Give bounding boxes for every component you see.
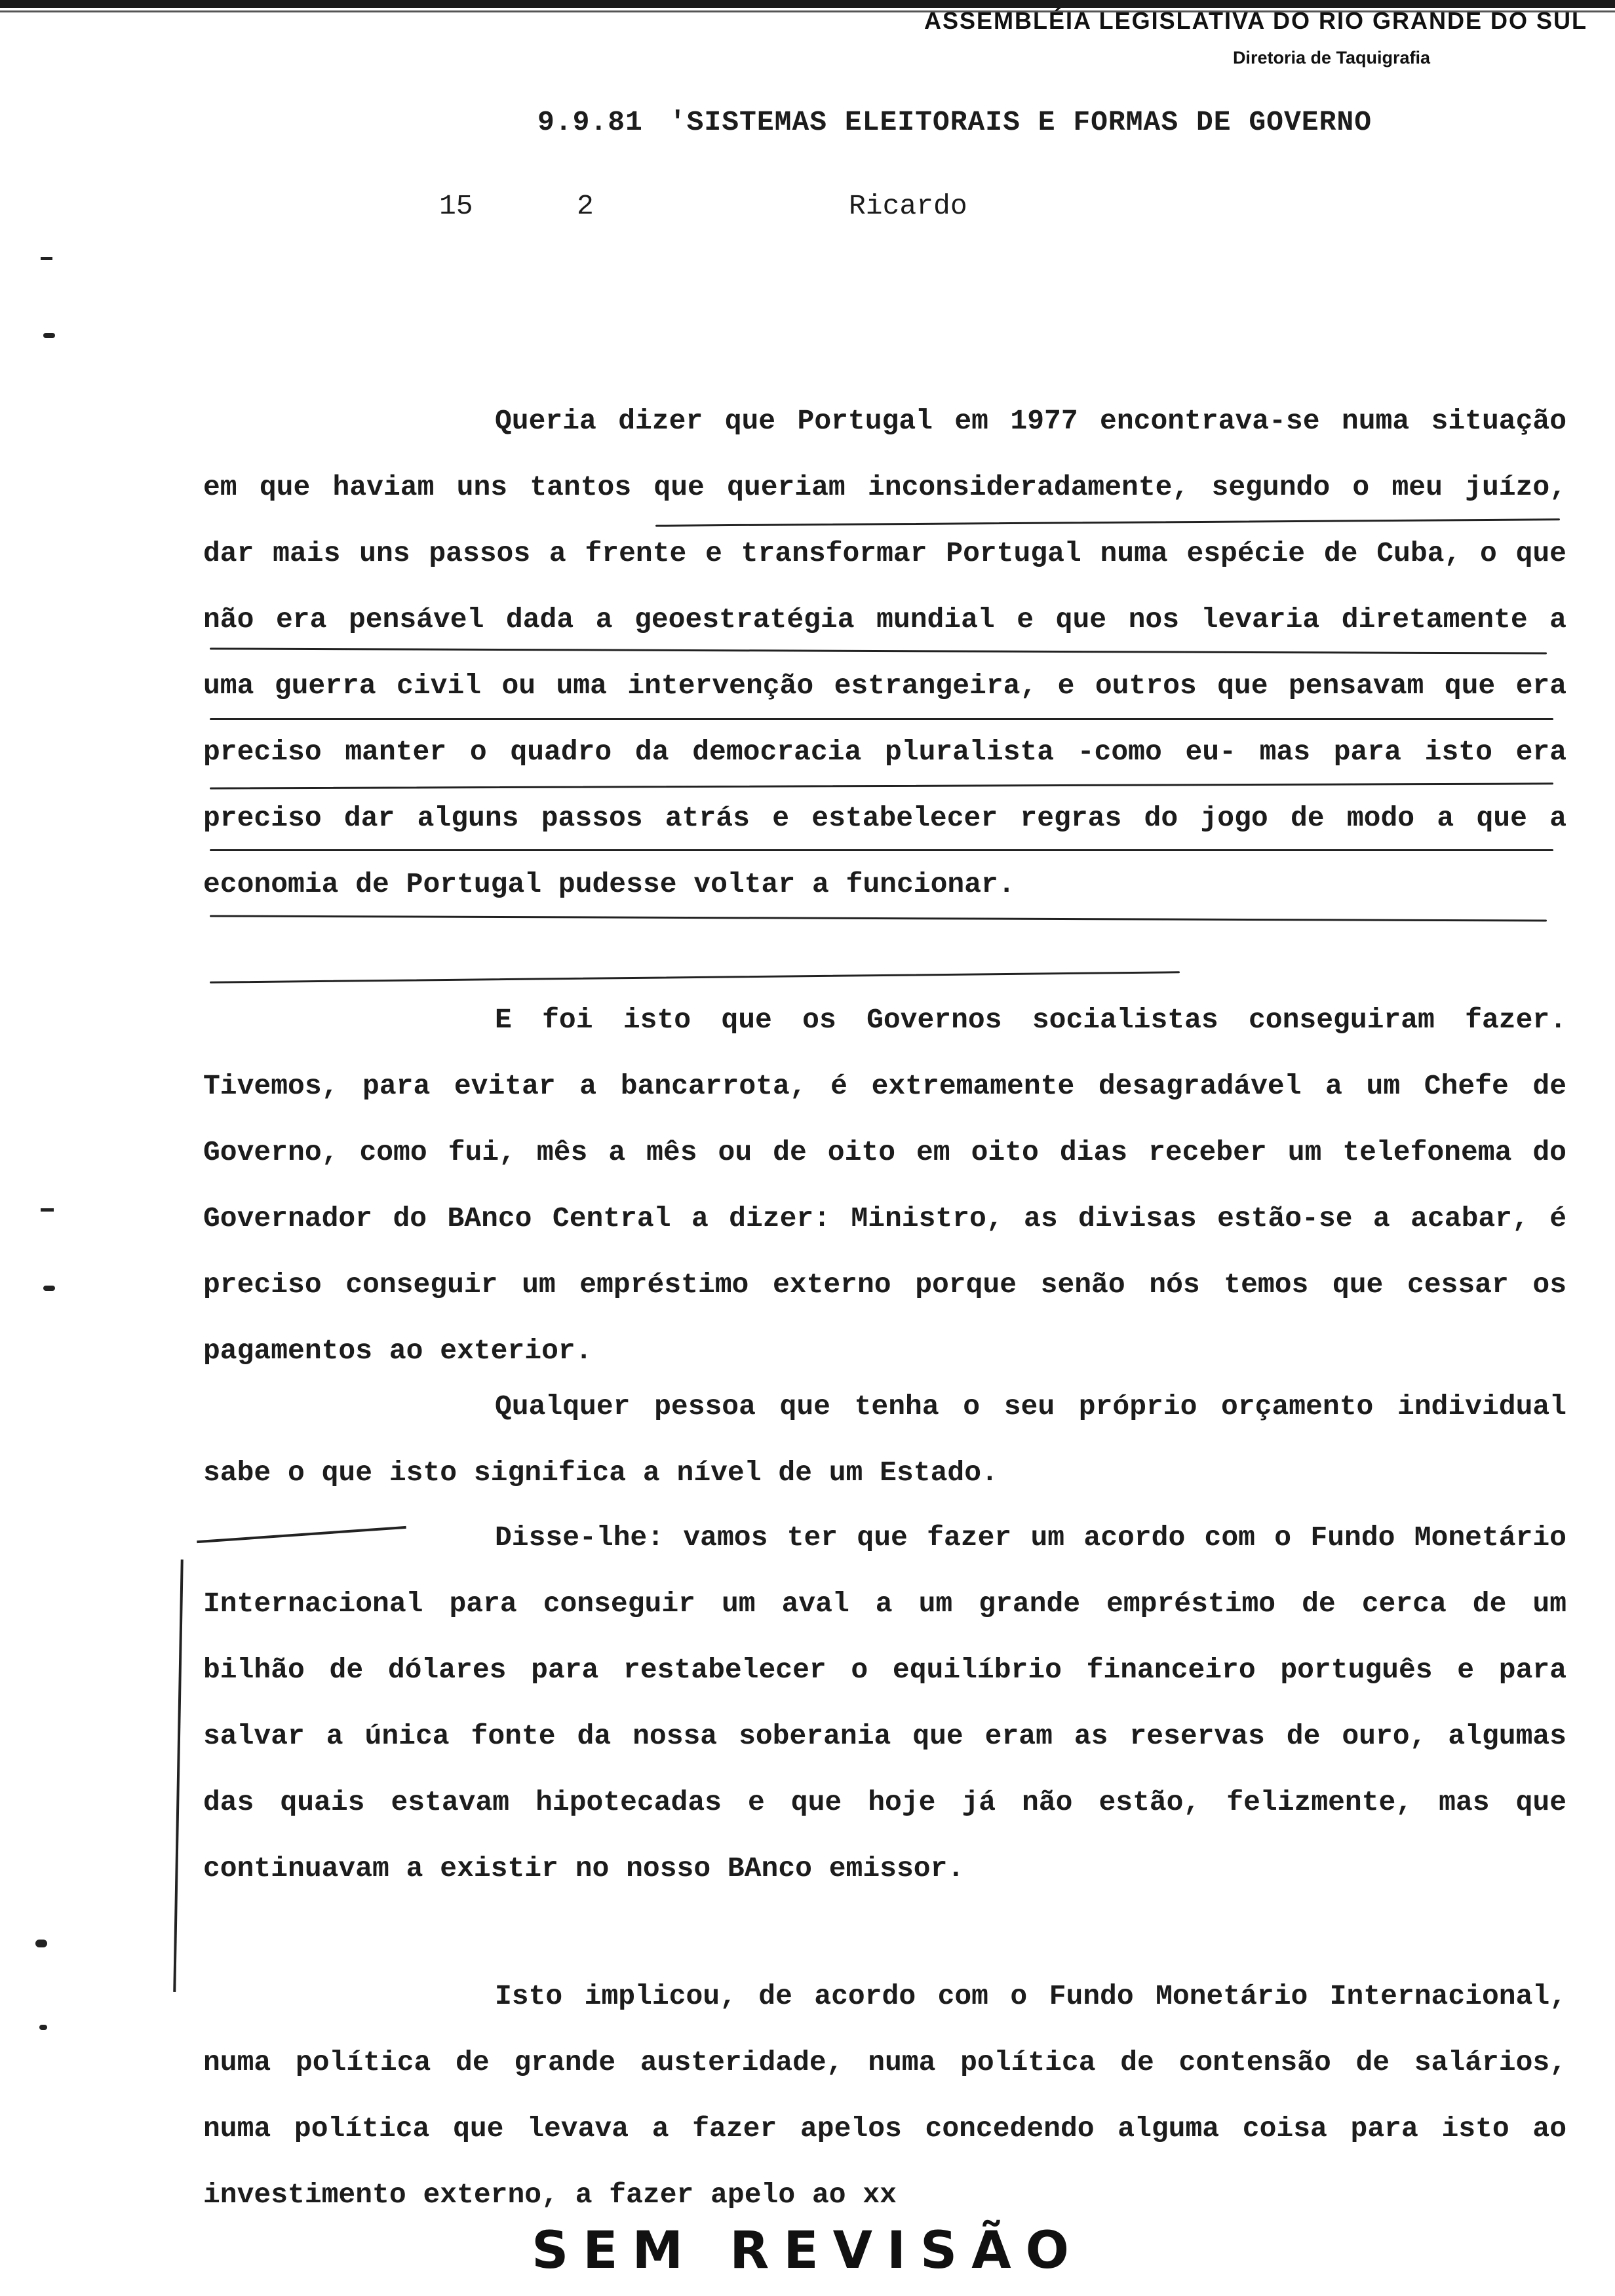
department-name: Diretoria de Taquigrafia (1232, 48, 1430, 67)
handwritten-bracket (173, 1559, 184, 1992)
paragraph-5: Isto implicou, de acordo com o Fundo Monetário Internacional, numa política de grande austeridade, numa política de contensão de salários, numa política que levava a fazer apelos concedendo alguma coisa para isto ao investimento externo, a fazer apelo ao xx (203, 1980, 1566, 2211)
sheet-number: 2 (577, 190, 594, 222)
margin-speck (43, 333, 55, 338)
session-title: 'SISTEMAS ELEITORAIS E FORMAS DE GOVERNO (669, 106, 1372, 138)
margin-speck (35, 1940, 47, 1947)
handwritten-underline (210, 718, 1553, 720)
paragraph-3: Qualquer pessoa que tenha o seu próprio orçamento individual sabe o que isto significa a nível de um Estado. (203, 1390, 1566, 1489)
speaker-name: Ricardo (849, 190, 967, 222)
page-number: 15 (439, 190, 473, 222)
handwritten-underline (210, 971, 1180, 983)
margin-speck (43, 1286, 55, 1291)
document-header (537, 106, 1372, 138)
paragraph-1: Queria dizer que Portugal em 1977 encontrava-se numa situação em que haviam uns tantos que queriam inconsideradamente, segundo o meu juízo, dar mais uns passos a frente e transformar Portugal numa espécie de Cuba, o que não era pensável dada a geoestratégia mundial e que nos levaria diretamente a uma guerra civil ou uma intervenção estrangeira, e outros que pensavam que era preciso manter o quadro da democracia pluralista -como eu- mas para isto era preciso dar alguns passos atrás e estabelecer regras do jogo de modo a que a economia de Portugal pudesse voltar a funcionar. (203, 405, 1566, 900)
paragraph-2: E foi isto que os Governos socialistas conseguiram fazer. Tivemos, para evitar a bancarrota, é extremamente desagradável a um Chefe de Governo, como fui, mês a mês ou de oito em oito dias receber um telefonema do Governador do BAnco Central a dizer: Ministro, as divisas estão-se a acabar, é preciso conseguir um empréstimo externo porque senão nós temos que cessar os pagamentos ao exterior. (203, 1004, 1566, 1367)
session-date: 9.9.81 (537, 106, 643, 138)
margin-speck (39, 2025, 47, 2030)
organization-name: ASSEMBLÉIA LEGISLATIVA DO RIO GRANDE DO SUL (924, 7, 1587, 34)
revision-stamp: SEM REVISÃO (532, 2221, 1083, 2280)
letterhead (924, 7, 1587, 71)
paragraph-4: Disse-lhe: vamos ter que fazer um acordo com o Fundo Monetário Internacional para conseguir um aval a um grande empréstimo de cerca de um bilhão de dólares para restabelecer o equilíbrio financeiro português e para salvar a única fonte da nossa soberania que eram as reservas de ouro, algumas das quais estavam hipotecadas e que hoje já não estão, felizmente, mas que continuavam a existir no nosso BAnco emissor. (203, 1521, 1566, 1885)
handwritten-underline (210, 849, 1553, 851)
margin-speck (41, 1208, 54, 1212)
margin-speck (41, 257, 52, 260)
